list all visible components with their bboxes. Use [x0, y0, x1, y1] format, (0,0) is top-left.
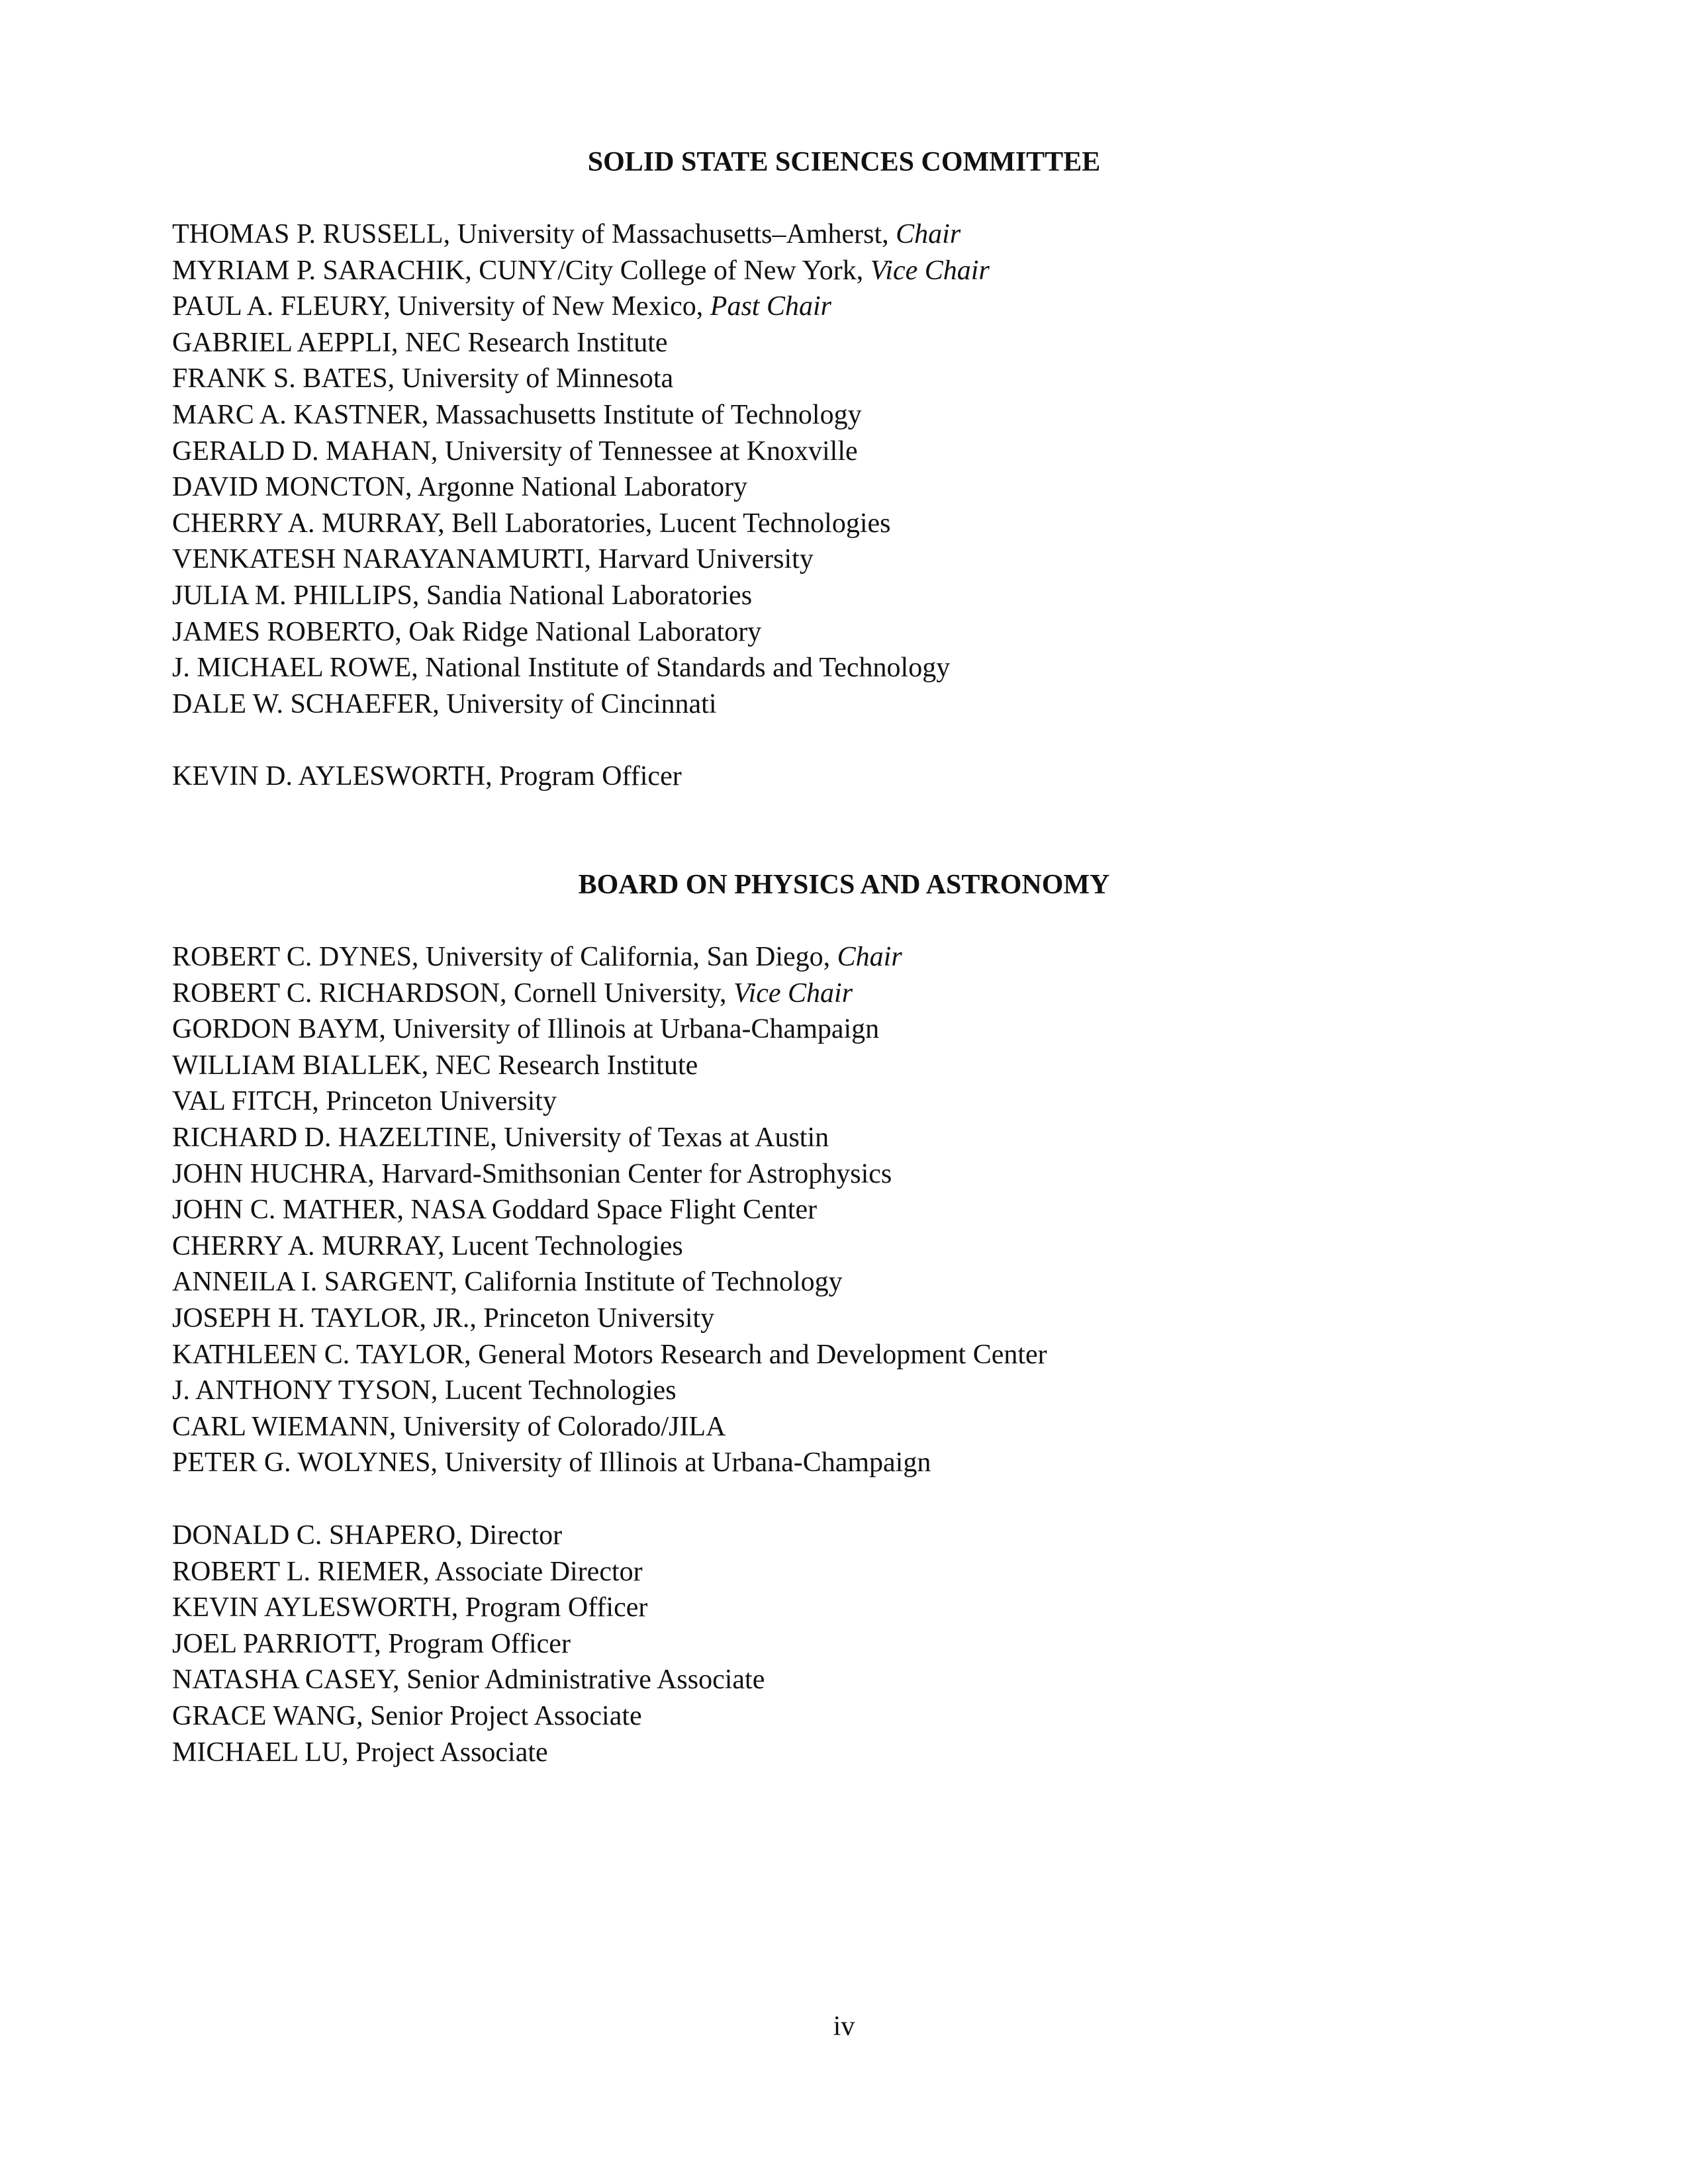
list-item: [172, 216, 1562, 253]
list-item: [172, 1590, 1562, 1626]
list-item: [172, 614, 1562, 651]
list-item: [172, 1228, 1562, 1265]
entry-text: ROBERT C. RICHARDSON, Cornell University,: [172, 978, 734, 1009]
entry-text: JAMES ROBERTO, Oak Ridge National Laboratory: [172, 616, 762, 647]
list-item: [172, 758, 1562, 795]
entry-text: MARC A. KASTNER, Massachusetts Institute of Technology: [172, 399, 862, 430]
board-heading: BOARD ON PHYSICS AND ASTRONOMY: [578, 870, 1110, 900]
committee-member-list: [172, 216, 1562, 722]
entry-role: Vice Chair: [870, 255, 990, 286]
entry-text: JOHN HUCHRA, Harvard-Smithsonian Center for Astrophysics: [172, 1158, 892, 1189]
list-item: [172, 325, 1562, 361]
entry-text: MYRIAM P. SARACHIK, CUNY/City College of New York,: [172, 255, 870, 286]
entry-text: THOMAS P. RUSSELL, University of Massachusetts–Amherst,: [172, 219, 896, 250]
entry-role: Chair: [837, 942, 902, 972]
list-item: [172, 1337, 1562, 1373]
entry-text: WILLIAM BIALLEK, NEC Research Institute: [172, 1050, 698, 1081]
entry-text: RICHARD D. HAZELTINE, University of Texas at Austin: [172, 1122, 829, 1153]
list-item: [172, 939, 1562, 976]
entry-role: Vice Chair: [733, 978, 853, 1009]
list-item: [172, 1048, 1562, 1084]
entry-text: VAL FITCH, Princeton University: [172, 1086, 557, 1117]
list-item: [172, 976, 1562, 1012]
entry-text: JOSEPH H. TAYLOR, JR., Princeton University: [172, 1302, 715, 1334]
entry-text: GERALD D. MAHAN, University of Tennessee at Knoxville: [172, 435, 858, 467]
list-item: [172, 1626, 1562, 1662]
entry-text: ROBERT L. RIEMER, Associate Director: [172, 1556, 643, 1587]
list-item: [172, 1698, 1562, 1735]
entry-text: MICHAEL LU, Project Associate: [172, 1737, 548, 1768]
list-item: [172, 506, 1562, 542]
entry-text: VENKATESH NARAYANAMURTI, Harvard University: [172, 544, 814, 575]
list-item: [172, 686, 1562, 723]
entry-text: DALE W. SCHAEFER, University of Cincinnati: [172, 688, 717, 719]
entry-text: GABRIEL AEPPLI, NEC Research Institute: [172, 327, 668, 358]
committee-heading: SOLID STATE SCIENCES COMMITTEE: [587, 147, 1101, 177]
entry-text: J. MICHAEL ROWE, National Institute of Standards and Technology: [172, 653, 951, 684]
entry-text: JULIA M. PHILLIPS, Sandia National Laboratories: [172, 580, 753, 611]
entry-text: PETER G. WOLYNES, University of Illinois at Urbana-Champaign: [172, 1447, 931, 1479]
entry-text: J. ANTHONY TYSON, Lucent Technologies: [172, 1375, 677, 1406]
board-staff-list: [172, 1518, 1562, 1770]
list-item: [172, 1554, 1562, 1590]
list-item: [172, 1011, 1562, 1048]
entry-text: KATHLEEN C. TAYLOR, General Motors Research and Development Center: [172, 1339, 1047, 1370]
list-item: [172, 1120, 1562, 1156]
entry-text: JOEL PARRIOTT, Program Officer: [172, 1628, 571, 1659]
entry-text: JOHN C. MATHER, NASA Goddard Space Flight Center: [172, 1195, 818, 1226]
list-item: [172, 1083, 1562, 1120]
list-item: [172, 578, 1562, 614]
entry-text: KEVIN AYLESWORTH, Program Officer: [172, 1592, 648, 1623]
entry-text: CHERRY A. MURRAY, Lucent Technologies: [172, 1230, 683, 1261]
entry-text: ANNEILA I. SARGENT, California Institute of Technology: [172, 1267, 843, 1298]
list-item: [172, 1518, 1562, 1554]
list-item: [172, 1156, 1562, 1193]
committee-staff-list: [172, 758, 1562, 795]
list-item: [172, 1300, 1562, 1337]
entry-text: GRACE WANG, Senior Project Associate: [172, 1700, 642, 1731]
list-item: [172, 1192, 1562, 1228]
entry-text: ROBERT C. DYNES, University of California, San Diego,: [172, 942, 837, 972]
entry-text: CHERRY A. MURRAY, Bell Laboratories, Lucent Technologies: [172, 508, 891, 539]
list-item: [172, 397, 1562, 433]
list-item: [172, 1373, 1562, 1409]
list-item: [172, 650, 1562, 686]
entry-text: DAVID MONCTON, Argonne National Laboratory: [172, 472, 748, 503]
list-item: [172, 289, 1562, 325]
list-item: [172, 1445, 1562, 1481]
list-item: [172, 1735, 1562, 1771]
list-item: [172, 361, 1562, 397]
list-item: [172, 541, 1562, 578]
list-item: [172, 253, 1562, 289]
list-item: [172, 433, 1562, 470]
entry-text: DONALD C. SHAPERO, Director: [172, 1520, 563, 1551]
list-item: [172, 1264, 1562, 1300]
entry-text: PAUL A. FLEURY, University of New Mexico,: [172, 291, 710, 322]
entry-text: KEVIN D. AYLESWORTH, Program Officer: [172, 761, 682, 792]
entry-text: NATASHA CASEY, Senior Administrative Associate: [172, 1664, 765, 1696]
entry-role: Chair: [896, 219, 961, 250]
list-item: [172, 1662, 1562, 1698]
entry-text: CARL WIEMANN, University of Colorado/JILA: [172, 1411, 726, 1442]
entry-role: Past Chair: [710, 291, 831, 322]
board-member-list: [172, 939, 1562, 1481]
page-number: iv: [833, 2011, 855, 2042]
entry-text: GORDON BAYM, University of Illinois at Urbana-Champaign: [172, 1014, 880, 1045]
entry-text: FRANK S. BATES, University of Minnesota: [172, 363, 674, 394]
list-item: [172, 469, 1562, 506]
list-item: [172, 1409, 1562, 1445]
